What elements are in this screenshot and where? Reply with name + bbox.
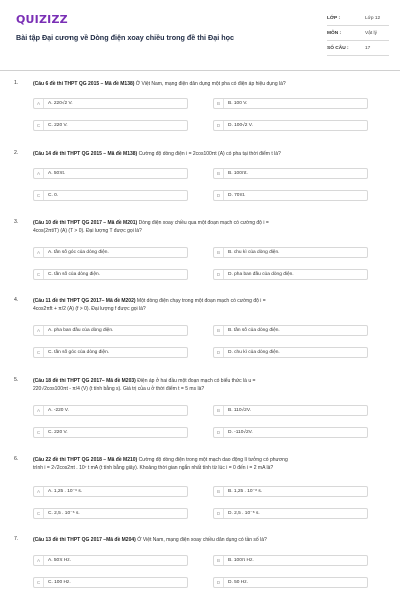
option-letter: B — [214, 99, 224, 108]
question-number: 3. — [14, 219, 19, 225]
option-b[interactable] — [213, 405, 368, 416]
question-line: Điện áp ở hai đầu một đoạn mạch có biểu thức là u = — [135, 378, 256, 384]
option-b[interactable] — [213, 98, 368, 109]
option-letter: A — [34, 248, 44, 257]
question-text — [33, 456, 383, 472]
question-line: Cường độ dòng điện trong một mạch dao động lí tưởng có phương — [137, 457, 288, 463]
option-text: A. tần số góc của dòng điện. — [48, 250, 109, 255]
option-b[interactable] — [213, 555, 368, 566]
option-c[interactable] — [33, 427, 188, 438]
question-source: (Câu 10 đề thi THPT QG 2017 – Mã đề M201) — [33, 220, 138, 226]
option-text: A. pha ban đầu của dòng điện. — [48, 328, 114, 333]
option-letter: D — [214, 509, 224, 518]
option-text: B. 100 V. — [228, 101, 248, 106]
option-letter: D — [214, 191, 224, 200]
option-letter: D — [214, 270, 224, 279]
option-text: A. 220√2 V. — [48, 101, 73, 106]
option-letter: D — [214, 121, 224, 130]
option-a[interactable] — [33, 486, 188, 497]
option-a[interactable] — [33, 325, 188, 336]
question-line: trình i = 2√2cos2πt . 10⁷ t mA (t tính bằng giây). Khoảng thời gian ngắn nhất tính từ lúc i = 0 đến i = 2 mA là? — [33, 465, 274, 471]
question-text — [33, 377, 383, 393]
option-d[interactable] — [213, 427, 368, 438]
option-text: D. 50 Hz. — [228, 580, 248, 585]
option-text: D. chu kì của dòng điện. — [228, 350, 280, 355]
option-c[interactable] — [33, 120, 188, 131]
option-letter: C — [34, 578, 44, 587]
question-line: 220√2cos100πt - π/4 (V) (t tính bằng s). Giá trị của u ở thời điểm t = 5 ms là? — [33, 386, 205, 392]
question-text — [33, 150, 383, 158]
question-number: 5. — [14, 377, 19, 383]
option-c[interactable] — [33, 347, 188, 358]
option-text: C. 100 Hz. — [48, 580, 71, 585]
option-text: B. tần số của dòng điện. — [228, 328, 280, 333]
question-source: (Câu 22 đề thi THPT QG 2018 – Mã đề M210) — [33, 457, 138, 463]
option-letter: A — [34, 487, 44, 496]
meta-count-label: SỐ CÂU : — [327, 46, 349, 51]
question-source: (Câu 14 đề thi THPT QG 2015 – Mã đề M138) — [33, 151, 138, 157]
option-text: C. 220 V. — [48, 430, 68, 435]
option-text: B. 1,25 . 10⁻⁸ s. — [228, 489, 263, 494]
question-number: 2. — [14, 150, 19, 156]
question-number: 4. — [14, 297, 19, 303]
option-letter: A — [34, 99, 44, 108]
option-a[interactable] — [33, 555, 188, 566]
option-a[interactable] — [33, 168, 188, 179]
option-letter: C — [34, 191, 44, 200]
option-text: D. 2,5 . 10⁻⁸ s. — [228, 511, 260, 516]
question-line: 4cos(2πt/T) (A) (T > 0). Đại lượng T được gọi là? — [33, 228, 142, 234]
question-text — [33, 536, 383, 544]
question-line: Cường độ dòng điện i = 2cos100πt (A) có pha tại thời điểm t là? — [137, 151, 281, 157]
option-text: C. 220 V. — [48, 123, 68, 128]
worksheet-header — [0, 0, 400, 70]
option-letter: D — [214, 578, 224, 587]
option-d[interactable] — [213, 269, 368, 280]
option-c[interactable] — [33, 190, 188, 201]
option-text: A. 50π Hz. — [48, 558, 72, 563]
option-d[interactable] — [213, 120, 368, 131]
option-letter: B — [214, 326, 224, 335]
question-number: 7. — [14, 536, 19, 542]
meta-divider — [327, 25, 389, 26]
question-line: Ở Việt Nam, mạng điện xoay chiều dân dụng có tần số là? — [135, 537, 267, 543]
meta-subject-value: Vật lý — [365, 31, 377, 36]
question-text — [33, 219, 383, 235]
option-d[interactable] — [213, 347, 368, 358]
option-text: B. chu kì của dòng điện. — [228, 250, 280, 255]
question-source: (Câu 18 đề thi THPT QG 2017– Mã đề M203) — [33, 378, 136, 384]
option-d[interactable] — [213, 508, 368, 519]
option-c[interactable] — [33, 508, 188, 519]
option-text: B. 100π Hz. — [228, 558, 254, 563]
option-c[interactable] — [33, 269, 188, 280]
question-line: 4cos2πft + π/2 (A) (f > 0). Đại lượng f được gọi là? — [33, 306, 146, 312]
question-line: Một dòng điện chạy trong một đoạn mạch có cường độ i = — [135, 298, 266, 304]
meta-count-value: 17 — [365, 46, 371, 51]
option-letter: A — [34, 406, 44, 415]
option-letter: A — [34, 556, 44, 565]
option-text: A. 50πt. — [48, 171, 66, 176]
option-letter: C — [34, 348, 44, 357]
option-text: D. pha ban đầu của dòng điện. — [228, 272, 294, 277]
option-b[interactable] — [213, 247, 368, 258]
option-text: D. -110√2V. — [228, 430, 253, 435]
option-letter: C — [34, 121, 44, 130]
option-letter: D — [214, 428, 224, 437]
option-b[interactable] — [213, 325, 368, 336]
question-source: (Câu 11 đề thi THPT QG 2017– Mã đề M202) — [33, 298, 136, 304]
option-text: B. 100πt. — [228, 171, 248, 176]
option-letter: B — [214, 556, 224, 565]
option-b[interactable] — [213, 168, 368, 179]
option-text: A. -220 V. — [48, 408, 69, 413]
question-text — [33, 80, 383, 88]
option-letter: C — [34, 428, 44, 437]
option-letter: B — [214, 406, 224, 415]
option-b[interactable] — [213, 486, 368, 497]
option-letter: A — [34, 326, 44, 335]
meta-divider — [327, 55, 389, 56]
option-d[interactable] — [213, 190, 368, 201]
meta-divider — [327, 40, 389, 41]
option-letter: B — [214, 248, 224, 257]
worksheet-title: Bài tập Đại cương về Dòng điện xoay chiều trong đề thi Đại học — [16, 33, 234, 42]
option-text: C. 2,5 . 10⁻⁶ s. — [48, 511, 80, 516]
option-text: A. 1,25 . 10⁻⁶ s. — [48, 489, 83, 494]
option-text: D. 100√2 V. — [228, 123, 253, 128]
option-letter: C — [34, 270, 44, 279]
quizizz-logo: QUIZIZZ — [16, 13, 68, 26]
option-text: C. 0. — [48, 193, 59, 198]
meta-class-value: Lớp 12 — [365, 16, 381, 21]
option-text: C. tần số của dòng điện. — [48, 272, 101, 277]
meta-class-label: LỚP : — [327, 16, 341, 21]
option-letter: B — [214, 169, 224, 178]
question-number: 6. — [14, 456, 19, 462]
option-letter: A — [34, 169, 44, 178]
option-a[interactable] — [33, 405, 188, 416]
option-a[interactable] — [33, 247, 188, 258]
question-number: 1. — [14, 80, 19, 86]
option-c[interactable] — [33, 577, 188, 588]
question-source: (Câu 13 đề thi THPT QG 2017 –Mã đề M204) — [33, 537, 136, 543]
question-text — [33, 297, 383, 313]
meta-subject-label: MÔN : — [327, 31, 342, 36]
option-text: D. 70πt. — [228, 193, 246, 198]
question-line: Ở Việt Nam, mạng điện dân dụng một pha có điện áp hiệu dụng là? — [134, 81, 286, 87]
question-source: (Câu 6 đề thi THPT QG 2015 – Mã đề M138) — [33, 81, 135, 87]
option-letter: C — [34, 509, 44, 518]
option-letter: D — [214, 348, 224, 357]
option-d[interactable] — [213, 577, 368, 588]
option-a[interactable] — [33, 98, 188, 109]
option-text: B. 110√2V. — [228, 408, 251, 413]
question-line: Dòng điện xoay chiều qua một đoạn mạch có cường độ i = — [137, 220, 269, 226]
header-divider — [0, 70, 400, 71]
option-text: C. tần số góc của dòng điện. — [48, 350, 110, 355]
option-letter: B — [214, 487, 224, 496]
